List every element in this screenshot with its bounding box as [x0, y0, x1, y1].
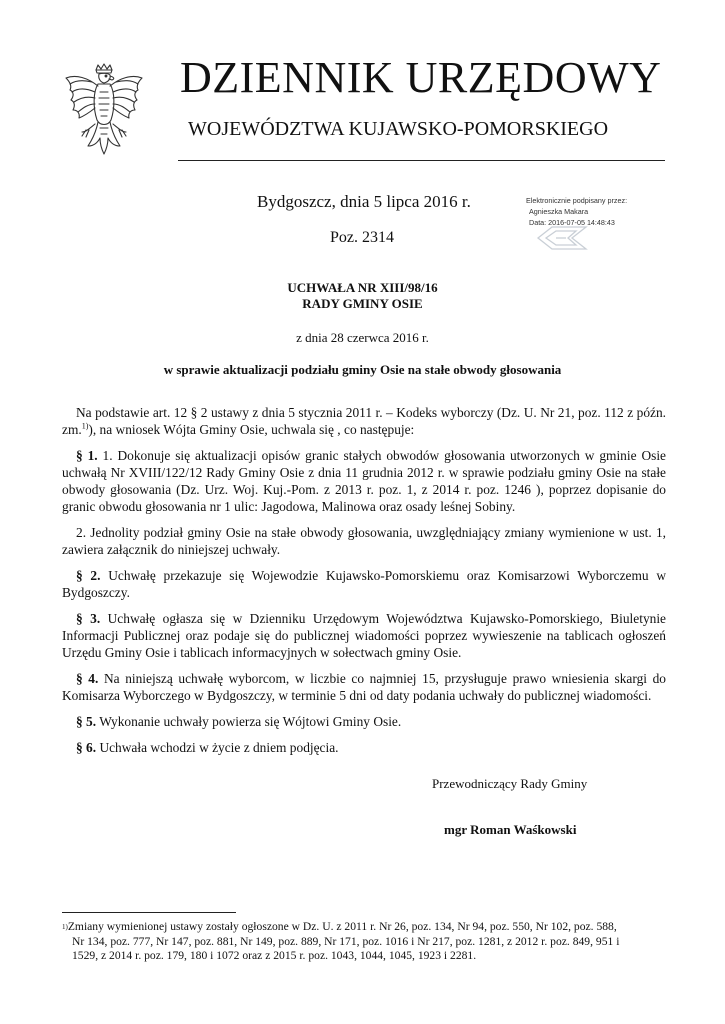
legal-basis-paragraph: Na podstawie art. 12 § 2 ustawy z dnia 5 stycznia 2011 r. – Kodeks wyborczy (Dz. U. Nr 21, poz. 112 z późn. zm.$^{1)}$), na wniosek Wójta Gminy Osie, uchwala się , co następuje:	[62, 405, 666, 437]
footnote-line: 1529, z 2014 r. poz. 179, 180 i 1072 oraz z 2015 r. poz. 1043, 1044, 1045, 1923 i 2281.	[72, 949, 477, 962]
section-2-paragraph: § 2. Uchwałę przekazuje się Wojewodzie Kujawsko-Pomorskiemu oraz Komisarzowi Wyborczemu w Bydgoszczy.	[62, 568, 666, 600]
section-1-point-2-paragraph: 2. Jednolity podział gminy Osie na stałe obwody głosowania, uwzględniający zmiany wymienione w ust. 1, zawiera załącznik do niniejszej uchwały.	[62, 525, 666, 557]
resolution-text	[62, 404, 666, 765]
resolution-number: UCHWAŁA NR XIII/98/16	[287, 280, 438, 295]
section-mark: § 1.	[76, 448, 98, 463]
signature-label: Elektronicznie podpisany przez:	[526, 196, 628, 205]
footnote-divider	[62, 912, 236, 913]
resolution-date: z dnia 28 czerwca 2016 r.	[296, 330, 429, 345]
section-5-paragraph: § 5. Wykonanie uchwały powierza się Wójtowi Gminy Osie.	[76, 714, 402, 729]
electronic-signature-stamp	[526, 195, 676, 257]
section-mark: § 6.	[76, 740, 97, 755]
footnote-marker: 1)	[62, 923, 68, 931]
section-3-paragraph: § 3. Uchwałę ogłasza się w Dzienniku Urzędowym Województwa Kujawsko-Pomorskiego, Biuletynie Informacji Publicznej oraz podaje się do publicznej wiadomości poprzez wywieszenie na tablicach ogłoszeń Urzędu Gminy Osie i tablicach informacyjnych w sołectwach gminy Osie.	[62, 611, 666, 660]
section-1-paragraph: § 1. 1. Dokonuje się aktualizacji opisów granic stałych obwodów głosowania utworzonych w gminie Osie uchwałą Nr XVIII/122/12 Rady Gminy Osie z dnia 11 grudnia 2012 r. w sprawie podziału gminy Osie na stałe obwody głosowania (Dz. Urz. Woj. Kuj.-Pom. z 2013 r. poz. 1, z 2014 r. poz. 1246 ), poprzez dopisanie do granic obwodu głosowania nr 1 ulic: Jagodowa, Malinowa oraz osady leśnej Sobiny.	[62, 448, 666, 514]
section-6-paragraph: § 6. Uchwała wchodzi w życie z dniem podjęcia.	[76, 740, 339, 755]
signature-date: Data: 2016-07-05 14:48:43	[529, 218, 615, 227]
resolution-body: RADY GMINY OSIE	[302, 296, 423, 311]
section-mark: § 5.	[76, 714, 97, 729]
position-number: Poz. 2314	[330, 229, 394, 246]
footnote-line: Nr 134, poz. 777, Nr 147, poz. 881, Nr 149, poz. 889, Nr 171, poz. 1016 i Nr 217, poz. 1281, z 2012 r. poz. 849, 951 i	[72, 934, 620, 948]
footnote	[62, 920, 666, 964]
section-mark: § 4.	[76, 671, 99, 686]
journal-title: DZIENNIK URZĘDOWY	[180, 53, 662, 102]
signature-signer: Agnieszka Makara	[529, 207, 589, 216]
city-date: Bydgoszcz, dnia 5 lipca 2016 r.	[257, 192, 471, 211]
signatory-name: mgr Roman Waśkowski	[444, 822, 577, 837]
section-4-paragraph: § 4. Na niniejszą uchwałę wyborcom, w liczbie co najmniej 15, przysługuje prawo wniesienia skargi do Komisarza Wyborczego w Bydgoszczy, w terminie 5 dni od daty podania uchwały do publicznej wiadomości.	[62, 671, 666, 703]
header-divider	[178, 160, 665, 161]
eagle-emblem-icon	[62, 62, 146, 162]
section-mark: § 3.	[76, 611, 101, 626]
resolution-subject: w sprawie aktualizacji podziału gminy Osie na stałe obwody głosowania	[163, 362, 562, 377]
section-mark: § 2.	[76, 568, 101, 583]
resolution-title	[0, 280, 725, 312]
footnote-line: $^{1)}$Zmiany wymienionej ustawy zostały ogłoszone w Dz. U. z 2011 r. Nr 26, poz. 134, Nr 94, poz. 550, Nr 102, poz. 588,	[62, 920, 617, 933]
footnote-reference: 1)	[81, 421, 89, 431]
signatory-role: Przewodniczący Rady Gminy	[432, 776, 588, 791]
journal-subtitle: WOJEWÓDZTWA KUJAWSKO-POMORSKIEGO	[188, 118, 609, 140]
